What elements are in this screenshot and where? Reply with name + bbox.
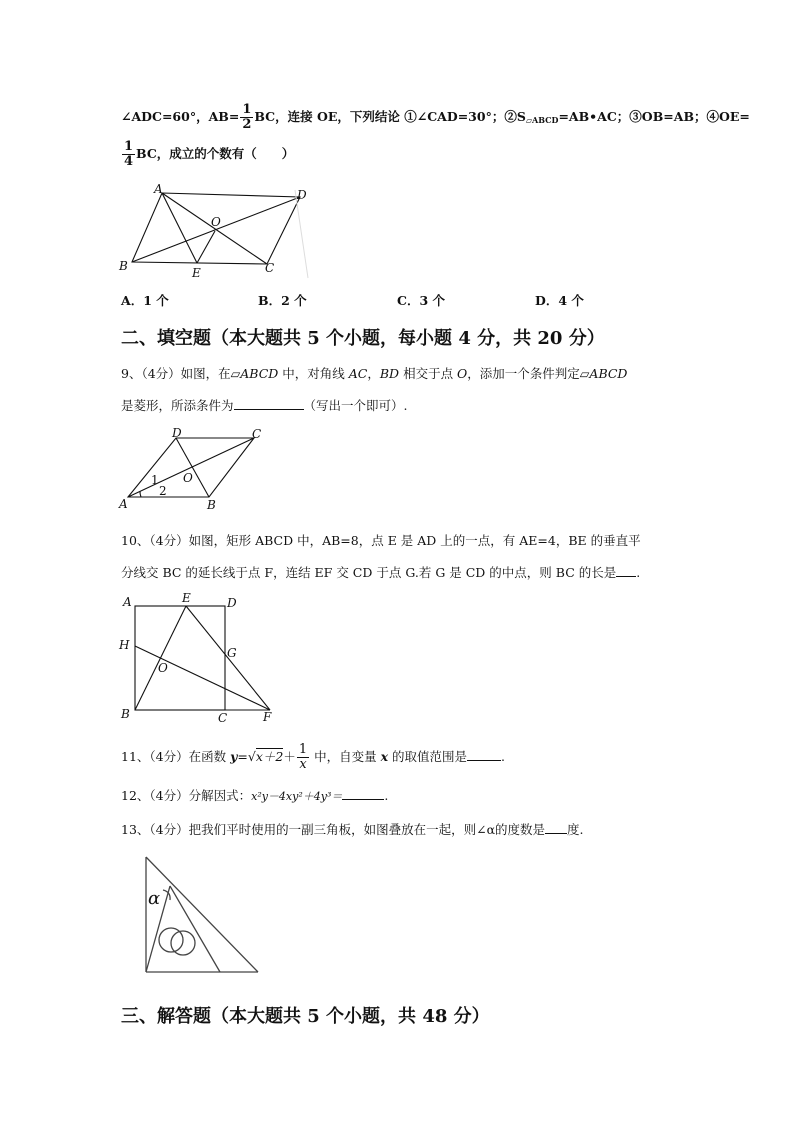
q10-line1: 10、（4分）如图，矩形 ABCD 中，AB=8，点 E 是 AD 上的一点，有 AE=4，BE 的垂直平	[121, 533, 641, 548]
q11-y: y	[230, 749, 238, 764]
q13-text: 13、（4分）把我们平时使用的一副三角板，如图叠放在一起，则∠α的度数是	[121, 822, 546, 837]
q11-x: x	[380, 749, 389, 764]
q9-label-a: A	[119, 497, 128, 511]
q9-text3: ，	[367, 366, 380, 381]
q8-option-a: A．1 个	[121, 293, 169, 308]
q11-post2: 的取值范围是	[388, 749, 468, 764]
q11-sqrt: √x＋2	[247, 749, 284, 764]
q9-label-b: B	[207, 498, 216, 512]
q8-label-o: O	[211, 215, 221, 229]
q9-line2	[121, 396, 408, 414]
q9-ac: AC	[348, 366, 368, 381]
q10-label-a: A	[123, 595, 132, 609]
q9-abcd: ABCD	[240, 366, 279, 381]
q13-alpha: α	[148, 888, 161, 909]
q8-line2	[121, 140, 294, 169]
q12-line	[121, 786, 388, 804]
q11-post: 中，自变量	[310, 749, 381, 764]
q8-label-a: A	[154, 182, 163, 196]
q9-text6: 是菱形，所添条件为	[121, 398, 234, 413]
q11-eq: =	[237, 749, 248, 764]
q9-text5: ，添加一个条件判定▱	[467, 366, 590, 381]
section-2-title: 二、填空题（本大题共 5 个小题，每小题 4 分，共 20 分）	[121, 328, 605, 349]
q12-pre: 12、（4分）分解因式：	[121, 788, 252, 803]
q13-figure	[138, 852, 268, 982]
q11-answer-blank	[467, 749, 501, 761]
q8-line1	[121, 103, 750, 132]
q9-label-c: C	[252, 427, 262, 441]
q10-label-e: E	[182, 591, 191, 605]
q8-frac1-num: 1	[242, 102, 252, 117]
q8-option-c: C．3 个	[397, 293, 445, 308]
q12-end: .	[384, 788, 389, 803]
q11-pre: 11、（4分）在函数	[121, 749, 231, 764]
q8-frac2	[122, 140, 135, 169]
q11-plus: ＋	[283, 749, 296, 764]
section-3-title: 三、解答题（本大题共 5 个小题，共 48 分）	[121, 1006, 490, 1027]
q11-frac	[297, 743, 309, 772]
q9-label-d: D	[172, 426, 182, 440]
q8-frac2-den: 4	[124, 154, 134, 169]
q8-frac1	[240, 103, 253, 132]
q10-label-g: G	[227, 646, 237, 660]
q10-label-o: O	[158, 661, 168, 675]
q8-text2: BC，连接 OE，下列结论 ①∠CAD=30°；②S	[254, 109, 526, 124]
q8-option-d: D．4 个	[535, 293, 584, 308]
q13-answer-blank	[545, 822, 567, 834]
q10-text2: 分线交 BC 的延长线于点 F，连结 EF 交 CD 于点 G.若 G 是 CD 的中点，则 BC 的长是	[121, 565, 617, 580]
q11-end: .	[501, 749, 505, 764]
q10-answer-blank	[616, 565, 636, 577]
q10-label-c: C	[218, 711, 228, 725]
q8-label-c: C	[265, 261, 275, 275]
q13-end: 度.	[567, 822, 584, 837]
q11-frac-den: x	[299, 757, 307, 772]
q10-end: .	[636, 565, 641, 580]
q11-sqrt-content: x＋2	[255, 749, 284, 764]
q8-sub: ▱ABCD	[525, 115, 559, 125]
q8-frac1-den: 2	[242, 117, 252, 132]
q12-answer-blank	[342, 788, 384, 800]
q11-line	[121, 743, 505, 772]
q9-o: O	[457, 366, 468, 381]
q9-label-2: 2	[159, 484, 167, 498]
q8-label-b: B	[119, 259, 128, 273]
q9-text7: （写出一个即可）.	[303, 398, 408, 413]
q8-label-e: E	[192, 266, 201, 280]
q9-bd: BD	[379, 366, 400, 381]
q13-line	[121, 820, 584, 838]
q8-figure	[115, 180, 315, 280]
q9-label-o: O	[183, 471, 193, 485]
q9-answer-blank	[234, 398, 304, 410]
q10-figure	[115, 590, 285, 725]
q8-frac2-num: 1	[124, 139, 134, 154]
q12-expr: x²y－4xy²＋4y³＝	[251, 790, 343, 803]
q8-text4: BC，成立的个数有（ ）	[136, 146, 295, 161]
q9-abcd2: ABCD	[589, 366, 628, 381]
q9-label-1: 1	[151, 473, 159, 487]
q9-text4: 相交于点	[399, 366, 458, 381]
q10-label-h: H	[119, 638, 130, 652]
q10-label-f: F	[263, 710, 272, 724]
q9-line1	[121, 364, 627, 382]
q9-text1: 9、（4分）如图，在▱	[121, 366, 241, 381]
q8-label-d: D	[297, 188, 307, 202]
q8-text1: ∠ADC=60°，AB=	[121, 109, 240, 124]
q10-label-d: D	[227, 596, 237, 610]
q11-frac-num: 1	[298, 742, 308, 757]
q9-figure	[116, 425, 276, 515]
q8-text3: =AB•AC；③OB=AB；④OE=	[558, 109, 750, 124]
q9-text2: 中，对角线	[278, 366, 349, 381]
q10-label-b: B	[121, 707, 130, 721]
q8-option-b: B．2 个	[258, 293, 307, 308]
q10-line2	[121, 563, 640, 581]
